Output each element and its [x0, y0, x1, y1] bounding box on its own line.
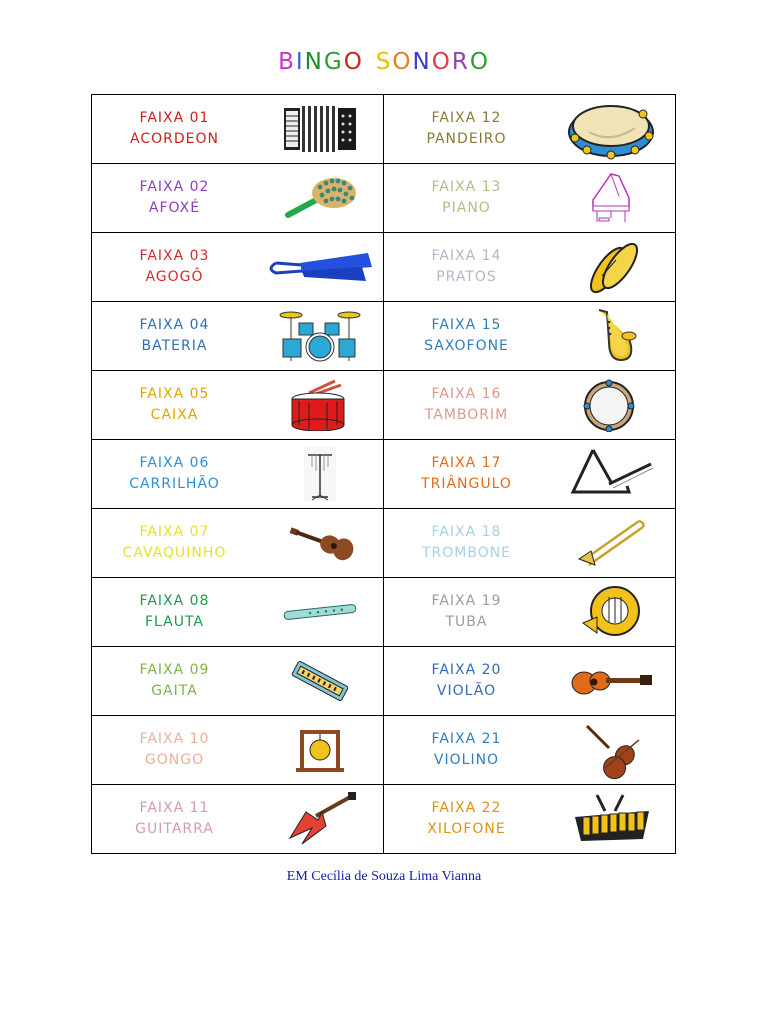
table-row	[92, 785, 676, 854]
track-cell	[92, 509, 384, 578]
violino-icon	[549, 720, 675, 780]
flauta-icon	[257, 600, 383, 624]
track-label	[384, 246, 549, 288]
cavaquinho-icon	[257, 520, 383, 566]
instrument-name: GONGO	[144, 752, 205, 768]
title-letter: I	[295, 49, 305, 75]
table-row	[92, 440, 676, 509]
track-cell	[92, 164, 384, 233]
instrument-name: BATERIA	[141, 338, 208, 354]
track-number: FAIXA 02	[139, 179, 210, 195]
track-number: FAIXA 21	[431, 731, 502, 747]
track-label	[92, 660, 257, 702]
track-cell	[384, 371, 676, 440]
track-cell	[92, 440, 384, 509]
caixa-icon	[257, 379, 383, 431]
track-cell	[92, 716, 384, 785]
tamborim-icon	[549, 378, 675, 432]
track-number: FAIXA 10	[139, 731, 210, 747]
track-label	[92, 729, 257, 771]
gaita-icon	[257, 657, 383, 705]
track-number: FAIXA 05	[139, 386, 210, 402]
track-label	[384, 384, 549, 426]
track-cell	[384, 440, 676, 509]
table-row	[92, 302, 676, 371]
pandeiro-icon	[549, 98, 675, 160]
xilofone-icon	[549, 791, 675, 847]
track-number: FAIXA 07	[139, 524, 210, 540]
track-number: FAIXA 18	[431, 524, 502, 540]
title-letter: S	[375, 49, 393, 75]
track-number: FAIXA 15	[431, 317, 502, 333]
table-row	[92, 647, 676, 716]
title-letter: N	[304, 49, 324, 75]
instrument-name: AGOGÔ	[145, 269, 204, 285]
tuba-icon	[549, 583, 675, 641]
instrument-name: XILOFONE	[427, 821, 506, 837]
track-number: FAIXA 09	[139, 662, 210, 678]
track-label	[92, 177, 257, 219]
guitarra-icon	[257, 790, 383, 848]
title-letter: O	[431, 49, 452, 75]
trombone-icon	[549, 515, 675, 571]
footer-school-name: EM Cecília de Souza Lima Vianna	[286, 869, 482, 884]
track-number: FAIXA 08	[139, 593, 210, 609]
instrument-name: TRIÂNGULO	[421, 476, 512, 492]
track-cell	[92, 95, 384, 164]
track-label	[92, 522, 257, 564]
track-label	[92, 384, 257, 426]
instrument-name: VIOLÃO	[436, 683, 497, 699]
track-cell	[92, 578, 384, 647]
instrument-name: CAIXA	[150, 407, 199, 423]
track-label	[384, 177, 549, 219]
track-cell	[92, 371, 384, 440]
table-row	[92, 509, 676, 578]
table-row	[92, 371, 676, 440]
track-number: FAIXA 01	[139, 110, 210, 126]
instrument-name: PIANO	[442, 200, 491, 216]
track-label	[384, 660, 549, 702]
track-label	[384, 453, 549, 495]
track-number: FAIXA 14	[431, 248, 502, 264]
track-cell	[384, 302, 676, 371]
title-letter: O	[469, 49, 490, 75]
afoxe-icon	[257, 173, 383, 223]
track-label	[384, 798, 549, 840]
title-letter: R	[451, 49, 470, 75]
bateria-icon	[257, 307, 383, 365]
track-number: FAIXA 22	[431, 800, 502, 816]
instrument-name: ACORDEON	[130, 131, 219, 147]
instrument-name: TUBA	[445, 614, 488, 630]
track-number: FAIXA 03	[139, 248, 210, 264]
accordion-icon	[257, 102, 383, 156]
track-cell	[384, 509, 676, 578]
track-label	[384, 315, 549, 357]
instrument-name: GUITARRA	[135, 821, 214, 837]
track-cell	[384, 716, 676, 785]
track-number: FAIXA 12	[431, 110, 502, 126]
track-cell	[384, 785, 676, 854]
table-row	[92, 716, 676, 785]
track-number: FAIXA 20	[431, 662, 502, 678]
instrument-name: VIOLINO	[433, 752, 500, 768]
instrument-name: TROMBONE	[421, 545, 512, 561]
track-number: FAIXA 17	[431, 455, 502, 471]
violao-icon	[549, 663, 675, 699]
piano-icon	[549, 170, 675, 226]
table-row	[92, 164, 676, 233]
track-cell	[384, 164, 676, 233]
track-label	[384, 729, 549, 771]
instrument-name: CARRILHÃO	[129, 476, 220, 492]
track-label	[92, 246, 257, 288]
title-letter: N	[412, 49, 432, 75]
track-cell	[384, 578, 676, 647]
bingo-table	[91, 94, 676, 854]
instrument-name: PANDEIRO	[426, 131, 507, 147]
track-number: FAIXA 16	[431, 386, 502, 402]
track-cell	[92, 785, 384, 854]
instrument-name: SAXOFONE	[424, 338, 509, 354]
gongo-icon	[257, 726, 383, 774]
instrument-name: AFOXÉ	[148, 200, 201, 216]
track-label	[92, 591, 257, 633]
instrument-name: GAITA	[151, 683, 198, 699]
triangulo-icon	[549, 446, 675, 502]
track-label	[384, 108, 549, 150]
track-cell	[384, 647, 676, 716]
title-letter: G	[323, 49, 344, 75]
track-label	[92, 798, 257, 840]
table-row	[92, 578, 676, 647]
page-title	[0, 48, 768, 76]
carrilhao-icon	[257, 445, 383, 503]
instrument-name: CAVAQUINHO	[122, 545, 227, 561]
track-number: FAIXA 06	[139, 455, 210, 471]
track-cell	[92, 647, 384, 716]
track-label	[384, 522, 549, 564]
track-label	[92, 315, 257, 357]
track-label	[384, 591, 549, 633]
agogo-icon	[257, 249, 383, 285]
track-number: FAIXA 19	[431, 593, 502, 609]
title-letter: O	[343, 49, 364, 75]
track-cell	[92, 302, 384, 371]
track-number: FAIXA 04	[139, 317, 210, 333]
track-number: FAIXA 13	[431, 179, 502, 195]
track-cell	[384, 95, 676, 164]
instrument-name: FLAUTA	[144, 614, 205, 630]
title-letter: B	[278, 49, 296, 75]
saxofone-icon	[549, 306, 675, 366]
table-row	[92, 233, 676, 302]
track-cell	[384, 233, 676, 302]
title-letter: O	[392, 49, 413, 75]
track-label	[92, 108, 257, 150]
instrument-name: PRATOS	[436, 269, 497, 285]
track-label	[92, 453, 257, 495]
track-number: FAIXA 11	[139, 800, 210, 816]
table-row	[92, 95, 676, 164]
pratos-icon	[549, 236, 675, 298]
instrument-name: TAMBORIM	[424, 407, 509, 423]
track-cell	[92, 233, 384, 302]
